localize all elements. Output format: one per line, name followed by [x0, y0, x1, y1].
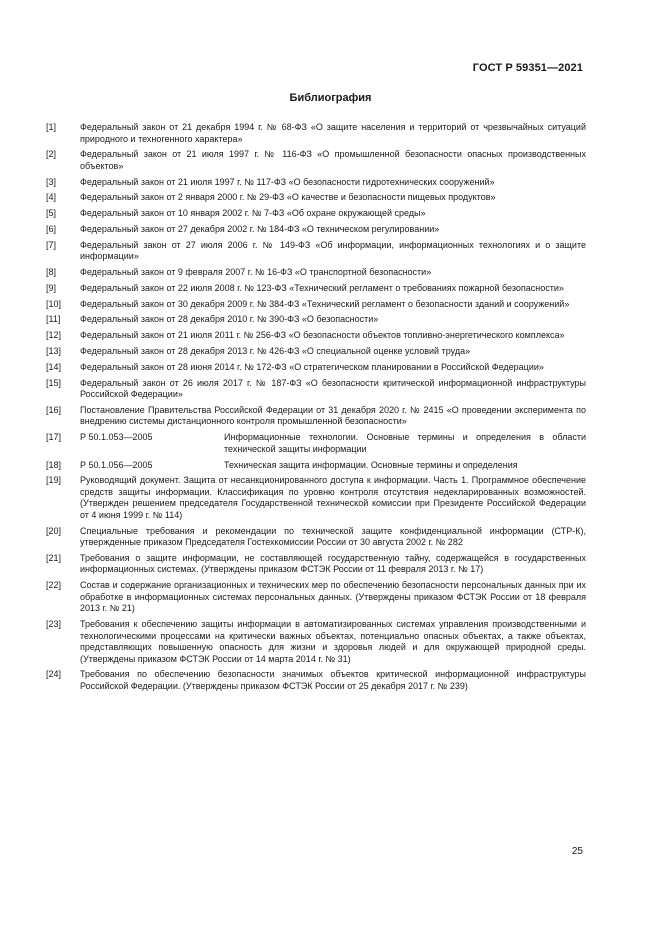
bibliography-item-text: Федеральный закон от 30 декабря 2009 г. № 384-ФЗ «Технический регламент о безопасности зданий и сооружений»: [80, 298, 570, 309]
bibliography-item-text: Требования по обеспечению безопасности значимых объектов критической информационной инфраструктуры Российской Федерации. (Утверждены приказом ФСТЭК России от 25 декабря 2017 г. № 239): [80, 669, 586, 691]
bibliography-item-number: [18]: [46, 459, 62, 470]
bibliography-item: [46, 378, 586, 401]
bibliography-item-text: Федеральный закон от 27 декабря 2002 г. № 184-ФЗ «О техническом регулировании»: [80, 223, 440, 234]
document-code: ГОСТ Р 59351—2021: [472, 62, 583, 74]
bibliography-item-text: Федеральный закон от 28 декабря 2013 г. № 426-ФЗ «О специальной оценке условий труда»: [80, 346, 471, 357]
bibliography-item: [46, 330, 586, 342]
bibliography-item-number: [7]: [46, 239, 57, 250]
bibliography-item: [46, 405, 586, 428]
bibliography-item-text: Федеральный закон от 27 июля 2006 г. № 149-ФЗ «Об информации, информационных технологиях и о защите информации»: [80, 239, 586, 262]
bibliography-item-text: Федеральный закон от 21 июля 1997 г. № 116-ФЗ «О промышленной безопасности опасных производственных объектов»: [80, 149, 586, 171]
bibliography-item: [46, 208, 586, 220]
bibliography-item-text: Техническая защита информации. Основные термины и определения: [224, 459, 518, 470]
bibliography-item-code: Р 50.1.053—2005: [80, 432, 153, 443]
bibliography-item: [46, 283, 586, 295]
page-title: Библиография: [289, 92, 372, 104]
bibliography-item-number: [19]: [46, 475, 62, 486]
bibliography-item-text: Федеральный закон от 9 февраля 2007 г. № 16-ФЗ «О транспортной безопасности»: [80, 267, 432, 278]
bibliography-item: [46, 267, 586, 279]
bibliography-item: [46, 619, 586, 665]
bibliography-item-number: [15]: [46, 377, 62, 388]
bibliography-item-text: Федеральный закон от 28 июня 2014 г. № 172-ФЗ «О стратегическом планировании в Российской Федерации»: [80, 361, 544, 372]
bibliography-item-number: [23]: [46, 619, 62, 630]
bibliography-item: [46, 299, 586, 311]
bibliography-item: [46, 432, 586, 455]
bibliography-item: [46, 460, 586, 472]
bibliography-item-number: [24]: [46, 669, 62, 680]
bibliography-item: [46, 526, 586, 549]
bibliography-item: [46, 224, 586, 236]
bibliography-item-number: [8]: [46, 267, 57, 278]
bibliography-item-number: [3]: [46, 176, 57, 187]
bibliography-item: [46, 553, 586, 576]
bibliography-item-number: [11]: [46, 314, 61, 325]
bibliography-item-text: Федеральный закон от 26 июля 2017 г. № 187-ФЗ «О безопасности критической информационной инфраструктуры Российской Федерации»: [80, 377, 586, 400]
bibliography-item-number: [20]: [46, 525, 62, 536]
page-number: 25: [571, 846, 583, 857]
bibliography-item-text: Руководящий документ. Защита от несанкционированного доступа к информации. Часть 1. Программное обеспечение средств защиты информации. Классификация по уровню контроля отсутствия недекларированных возможностей. (Утвержден решением председателя Государственной технической комиссии при Президенте Российской Федерации от 4 июня 1999 г. № 114): [80, 475, 586, 520]
bibliography-item-number: [5]: [46, 208, 57, 219]
bibliography-item-text: Требования к обеспечению защиты информации в автоматизированных системах управления производственными и технологическими процессами на критически важных объектах, потенциально опасных объектах, а также объектах, представляющих повышенную опасность для жизни и здоровья людей и для окружающей природной среды. (Утверждены приказом ФСТЭК России от 14 марта 2014 г. № 31): [80, 619, 586, 664]
bibliography-item-number: [12]: [46, 330, 62, 341]
bibliography-item-text: Федеральный закон от 22 июля 2008 г. № 123-ФЗ «Технический регламент о требованиях пожарной безопасности»: [80, 282, 564, 293]
bibliography-item: [46, 122, 586, 145]
bibliography-item: [46, 240, 586, 263]
bibliography-item: [46, 177, 586, 189]
bibliography-item: [46, 149, 586, 172]
bibliography-item-number: [1]: [46, 122, 57, 132]
bibliography-item: [46, 580, 586, 615]
bibliography-item-text: Постановление Правительства Российской Федерации от 31 декабря 2020 г. № 2415 «О проведении эксперимента по внедрению системы дистанционного контроля промышленной безопасности»: [80, 404, 586, 427]
bibliography-list: [46, 122, 586, 697]
bibliography-item-number: [2]: [46, 149, 57, 160]
bibliography-item-number: [22]: [46, 580, 62, 591]
bibliography-item: [46, 192, 586, 204]
bibliography-item-text: Федеральный закон от 21 июля 2011 г. № 256-ФЗ «О безопасности объектов топливно-энергетического комплекса»: [80, 330, 565, 341]
bibliography-item-text: Федеральный закон от 10 января 2002 г. № 7-ФЗ «Об охране окружающей среды»: [80, 208, 426, 219]
bibliography-item-text: Федеральный закон от 2 января 2000 г. № 29-ФЗ «О качестве и безопасности пищевых продуктов»: [80, 192, 496, 203]
bibliography-item-text: Информационные технологии. Основные термины и определения в области технической защиты информации: [224, 432, 586, 454]
bibliography-item-text: Федеральный закон от 28 декабря 2010 г. № 390-ФЗ «О безопасности»: [80, 314, 379, 325]
bibliography-item-text: Федеральный закон от 21 июля 1997 г. № 117-ФЗ «О безопасности гидротехнических сооружений»: [80, 176, 495, 187]
bibliography-item: [46, 669, 586, 692]
bibliography-item-number: [14]: [46, 361, 62, 372]
bibliography-item-number: [17]: [46, 432, 62, 443]
bibliography-item-number: [10]: [46, 298, 62, 309]
bibliography-item: [46, 346, 586, 358]
bibliography-item-number: [6]: [46, 223, 57, 234]
bibliography-item-text: Специальные требования и рекомендации по технической защите конфиденциальной информации (СТР-К), утвержденные приказом Председателя Гостехкомиссии России от 30 августа 2002 г. № 282: [80, 525, 586, 548]
bibliography-item-number: [16]: [46, 404, 62, 415]
bibliography-item-number: [9]: [46, 282, 57, 293]
bibliography-item-number: [21]: [46, 552, 62, 563]
bibliography-item-number: [4]: [46, 192, 57, 203]
bibliography-item: [46, 362, 586, 374]
bibliography-item-text: Федеральный закон от 21 декабря 1994 г. № 68-ФЗ «О защите населения и территорий от чрезвычайных ситуаций природного и техногенного характера»: [80, 122, 586, 144]
bibliography-item: [46, 475, 586, 521]
bibliography-item: [46, 314, 586, 326]
bibliography-item-code: Р 50.1.056—2005: [80, 459, 153, 470]
bibliography-item-text: Требования о защите информации, не составляющей государственную тайну, содержащейся в государственных информационных системах. (Утверждены приказом ФСТЭК России от 11 февраля 2013 г. № 17): [80, 552, 586, 575]
bibliography-item-text: Состав и содержание организационных и технических мер по обеспечению безопасности персональных данных при их обработке в информационных системах персональных данных. (Утверждены приказом ФСТЭК России от 18 февраля 2013 г. № 21): [80, 580, 586, 614]
bibliography-item-number: [13]: [46, 346, 62, 357]
